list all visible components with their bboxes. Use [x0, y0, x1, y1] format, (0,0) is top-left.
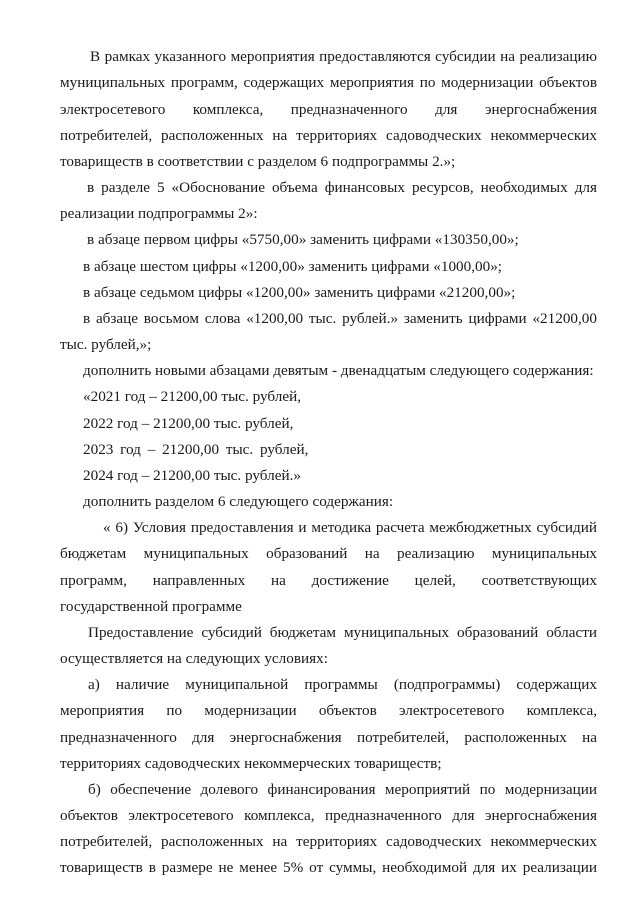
- text-line: осуществляется на следующих условиях:: [60, 650, 328, 667]
- text-line: « 6) Условия предоставления и методика расчета межбюджетных субсидий: [103, 519, 597, 536]
- text-line: б) обеспечение долевого финансирования мероприятий по модернизации: [88, 781, 597, 798]
- text-line: в абзаце шестом цифры «1200,00» заменить цифрами «1000,00»;: [83, 258, 503, 275]
- text-line: а) наличие муниципальной программы (подпрограммы) содержащих: [88, 676, 597, 693]
- text-line: Предоставление субсидий бюджетам муниципальных образований области: [88, 624, 597, 641]
- text-line: В рамках указанного мероприятия предоставляются субсидии на реализацию: [90, 48, 597, 65]
- text-line: дополнить разделом 6 следующего содержания:: [83, 493, 394, 510]
- text-line: «2021 год – 21200,00 тыс. рублей,: [83, 388, 301, 405]
- text-line: в абзаце восьмом слова «1200,00 тыс. рублей.» заменить цифрами «21200,00: [83, 310, 597, 327]
- text-line: предназначенного для энергоснабжения потребителей, расположенных на: [60, 729, 597, 746]
- text-line: программ, направленных на достижение целей, соответствующих: [60, 572, 597, 589]
- text-line: 2022 год – 21200,00 тыс. рублей,: [83, 415, 294, 432]
- text-line: электросетевого комплекса, предназначенного для энергоснабжения: [60, 101, 597, 118]
- text-line: потребителей, расположенных на территориях садоводческих некоммерческих: [60, 127, 597, 144]
- text-line: 2024 год – 21200,00 тыс. рублей.»: [83, 467, 301, 484]
- text-line: 2023 год – 21200,00 тыс. рублей,: [83, 441, 309, 458]
- text-line: бюджетам муниципальных образований на реализацию муниципальных: [60, 545, 597, 562]
- text-line: товариществ в соответствии с разделом 6 подпрограммы 2.»;: [60, 153, 456, 170]
- text-line: государственной программе: [60, 598, 242, 615]
- text-line: муниципальных программ, содержащих мероприятия по модернизации объектов: [60, 74, 597, 91]
- text-line: мероприятия по модернизации объектов электросетевого комплекса,: [60, 702, 597, 719]
- text-line: реализации подпрограммы 2»:: [60, 205, 258, 222]
- text-line: потребителей, расположенных на территориях садоводческих некоммерческих: [60, 833, 597, 850]
- text-line: территориях садоводческих некоммерческих товариществ;: [60, 755, 442, 772]
- text-line: товариществ в размере не менее 5% от суммы, необходимой для их реализации: [60, 859, 597, 876]
- text-line: объектов электросетевого комплекса, предназначенного для энергоснабжения: [60, 807, 597, 824]
- text-line: в абзаце седьмом цифры «1200,00» заменить цифрами «21200,00»;: [83, 284, 516, 301]
- text-line: тыс. рублей,»;: [60, 336, 152, 353]
- text-line: дополнить новыми абзацами девятым - двенадцатым следующего содержания:: [83, 362, 594, 379]
- text-line: в абзаце первом цифры «5750,00» заменить цифрами «130350,00»;: [87, 231, 519, 248]
- text-line: в разделе 5 «Обоснование объема финансовых ресурсов, необходимых для: [87, 179, 597, 196]
